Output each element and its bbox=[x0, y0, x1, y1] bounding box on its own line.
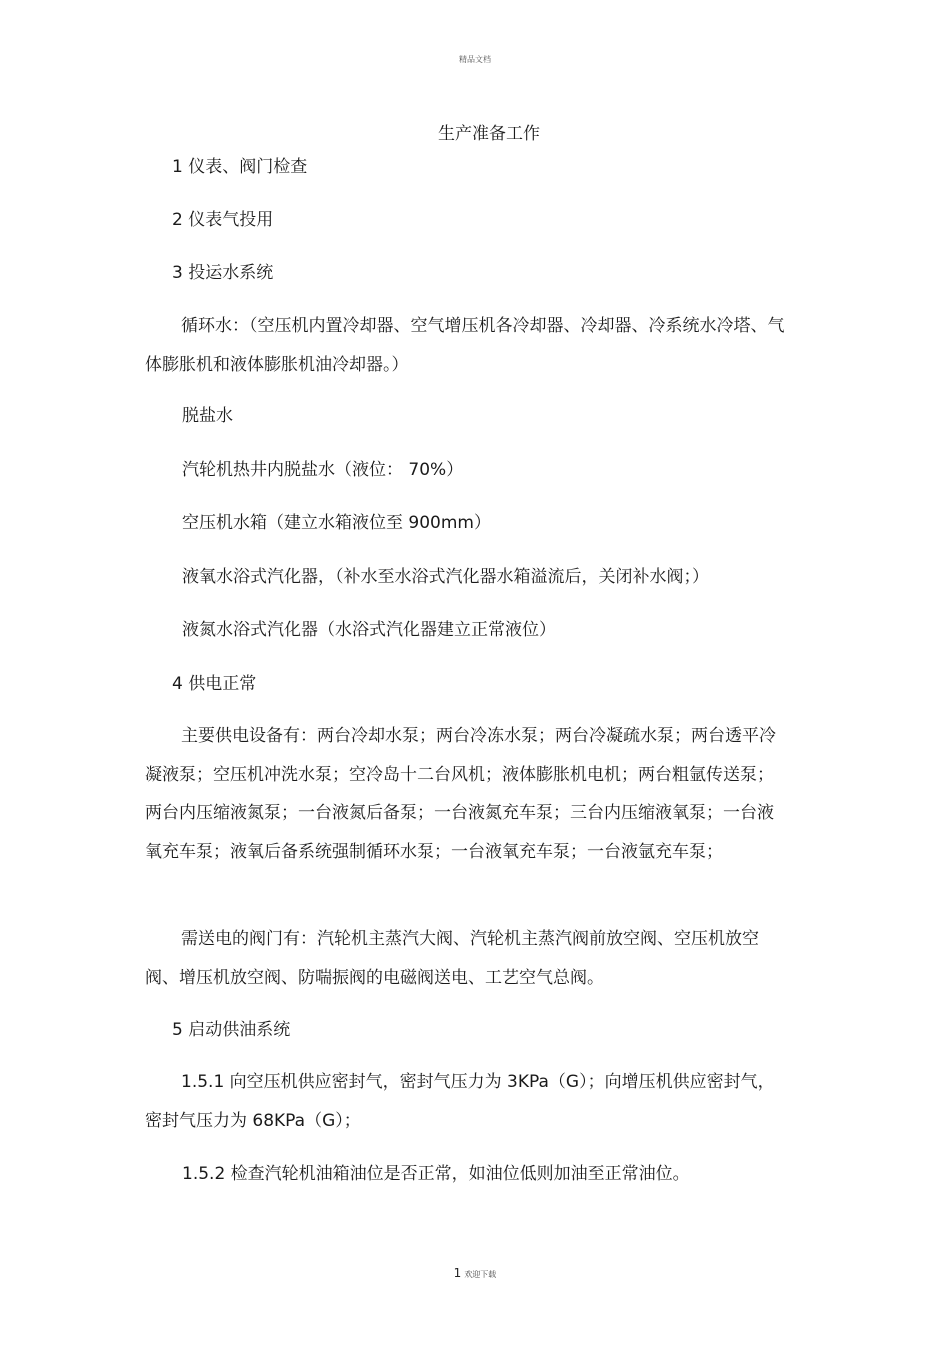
page-footer bbox=[0, 1266, 950, 1280]
desalted-water-item-2: 空压机水箱（建立水箱液位至 900mm） bbox=[182, 513, 491, 533]
oil-item-1-paragraph bbox=[145, 1063, 785, 1140]
section-4-heading: 4 供电正常 bbox=[172, 674, 257, 694]
section-3-heading: 3 投运水系统 bbox=[172, 263, 274, 283]
oil-item-2: 1.5.2 检查汽轮机油箱油位是否正常，如油位低则加油至正常油位。 bbox=[182, 1164, 690, 1184]
footer-text: 欢迎下载 bbox=[464, 1270, 497, 1279]
section-1-heading: 1 仪表、阀门检查 bbox=[172, 157, 308, 177]
section-2-heading: 2 仪表气投用 bbox=[172, 210, 274, 230]
header-note: 精品文档 bbox=[459, 55, 491, 64]
desalted-water-item-4: 液氮水浴式汽化器（水浴式汽化器建立正常液位） bbox=[182, 620, 556, 640]
desalted-water-title: 脱盐水 bbox=[182, 406, 233, 426]
power-equipment-paragraph bbox=[145, 717, 785, 871]
circulating-water-text: 循环水：（空压机内置冷却器、空气增压机各冷却器、冷却器、冷系统水冷塔、气体膨胀机和液体膨胀机油冷却器。） bbox=[145, 316, 785, 375]
circulating-water-paragraph bbox=[145, 307, 785, 384]
power-equipment-text: 主要供电设备有：两台冷却水泵；两台冷冻水泵；两台冷凝疏水泵；两台透平冷凝液泵；空压机冲洗水泵；空冷岛十二台风机；液体膨胀机电机；两台粗氩传送泵；两台内压缩液氮泵；一台液氮后备泵；一台液氮充车泵；三台内压缩液氧泵；一台液氧充车泵；液氧后备系统强制循环水泵；一台液氧充车泵；一台液氩充车泵； bbox=[145, 726, 776, 862]
page-title: 生产准备工作 bbox=[438, 124, 540, 144]
page-number: 1 bbox=[453, 1266, 462, 1280]
desalted-water-item-1: 汽轮机热井内脱盐水（液位： 70%） bbox=[182, 460, 464, 480]
valves-text: 需送电的阀门有：汽轮机主蒸汽大阀、汽轮机主蒸汽阀前放空阀、空压机放空阀、增压机放空阀、防喘振阀的电磁阀送电、工艺空气总阀。 bbox=[145, 929, 759, 988]
valves-paragraph bbox=[145, 920, 785, 997]
oil-item-1-text: 1.5.1 向空压机供应密封气，密封气压力为 3KPa（G）；向增压机供应密封气，密封气压力为 68KPa（G）； bbox=[145, 1072, 775, 1131]
desalted-water-item-3: 液氧水浴式汽化器，（补水至水浴式汽化器水箱溢流后，关闭补水阀；） bbox=[182, 567, 709, 587]
section-5-heading: 5 启动供油系统 bbox=[172, 1020, 291, 1040]
